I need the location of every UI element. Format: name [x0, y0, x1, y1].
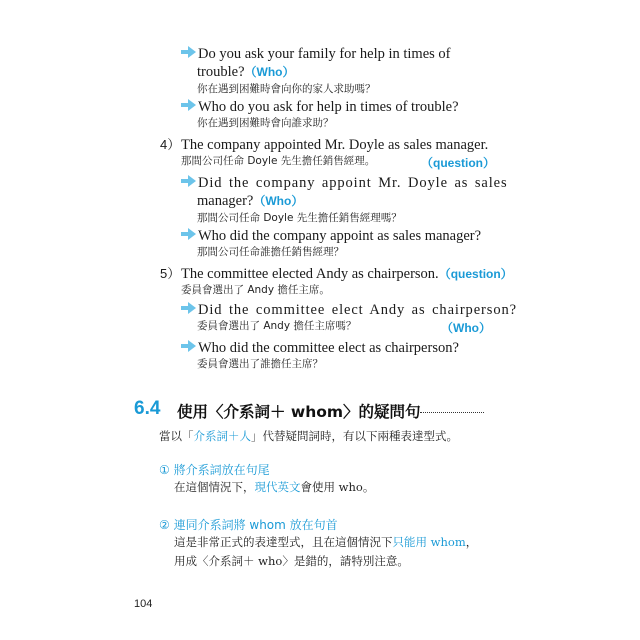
section-title: 使用〈介系詞＋ whom〉的疑問句 — [177, 403, 421, 421]
example-4-sentence: The company appointed Mr. Doyle as sales manager. — [181, 137, 489, 153]
highlight-text: 介系詞＋人 — [193, 429, 251, 443]
right-arrow-icon — [181, 302, 196, 314]
page-number: 104 — [134, 598, 153, 610]
point-2-text-line-2: 用成〈介系詞＋ who〉是錯的，請特別注意。 — [174, 554, 409, 568]
example-5-answer-2: Who did the committee elect as chairperson? — [181, 339, 459, 357]
example-4-answer-2-translation: 那間公司任命誰擔任銷售經理？ — [197, 246, 344, 258]
example-3-answer-1-translation: 你在遇到困難時會向你的家人求助嗎？ — [197, 83, 376, 95]
point-2-text-line-1: 這是非常正式的表達型式，且在這個情況下只能用 whom， — [174, 535, 478, 549]
example-3-answer-2: Who do you ask for help in times of trouble? — [181, 98, 459, 116]
section-number: 6.4 — [134, 398, 161, 419]
example-5-number: 5） — [160, 266, 181, 281]
example-5-translation: 委員會選出了 Andy 擔任主席。 — [181, 284, 330, 296]
highlight-text: 只能用 whom — [392, 535, 466, 549]
heading-leader-dots — [420, 406, 484, 413]
right-arrow-icon — [181, 340, 196, 352]
example-5-answer-1-translation: 委員會選出了 Andy 擔任主席嗎？ — [197, 320, 357, 332]
example-5-sentence: The committee elected Andy as chairperson.（question） — [181, 266, 513, 282]
question-tag: （question） — [421, 156, 495, 170]
highlight-text: 現代英文 — [254, 480, 301, 494]
wh-word-tag: （Who） — [253, 194, 304, 208]
example-3-answer-2-translation: 你在遇到困難時會向誰求助？ — [197, 117, 334, 129]
right-arrow-icon — [181, 99, 196, 111]
point-2-title: ② 連同介系詞將 whom 放在句首 — [159, 518, 338, 532]
point-1-title: ① 將介系詞放在句尾 — [159, 463, 270, 477]
wh-word-tag: （Who） — [244, 65, 295, 79]
example-3-answer-1-line-1: Do you ask your family for help in times of — [181, 45, 451, 63]
example-5-answer-1: Did the committee elect Andy as chairperson? — [181, 301, 517, 319]
example-4-translation: 那間公司任命 Doyle 先生擔任銷售經理。 — [181, 155, 376, 167]
example-4-answer-1-line-1: Did the company appoint Mr. Doyle as sales — [181, 174, 508, 192]
example-4-answer-2: Who did the company appoint as sales manager? — [181, 227, 481, 245]
point-1-text: 在這個情況下，現代英文會使用 who。 — [174, 480, 375, 494]
right-arrow-icon — [181, 228, 196, 240]
example-4-number: 4） — [160, 137, 181, 152]
example-4-answer-1-line-2: manager?（Who） — [197, 193, 304, 209]
example-3-answer-1-line-2: trouble?（Who） — [197, 64, 295, 80]
section-intro: 當以「介系詞＋人」代替疑問詞時，有以下兩種表達型式。 — [159, 429, 458, 443]
example-4-answer-1-translation: 那間公司任命 Doyle 先生擔任銷售經理嗎？ — [197, 212, 402, 224]
right-arrow-icon — [181, 175, 196, 187]
question-tag: （question） — [438, 267, 513, 281]
example-5-answer-2-translation: 委員會選出了誰擔任主席？ — [197, 358, 323, 370]
right-arrow-icon — [181, 46, 196, 58]
wh-word-tag: （Who） — [441, 321, 491, 335]
